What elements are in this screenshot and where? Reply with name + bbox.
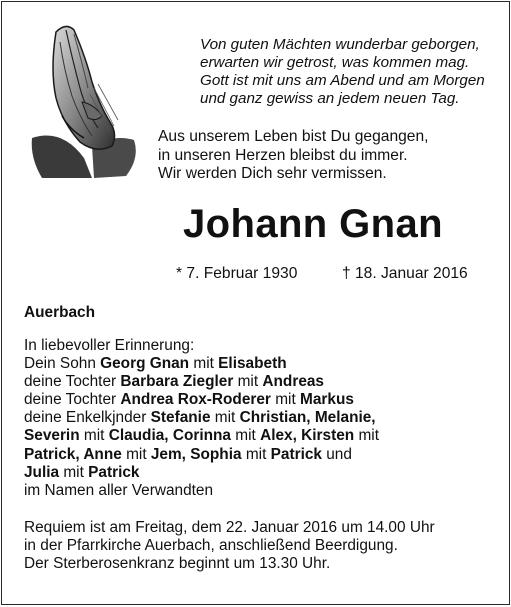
obituary-notice (1, 1, 510, 605)
quote-verse (200, 36, 485, 108)
mourner-text: mit (189, 355, 219, 373)
mourner-text: deine Enkelkjnder (24, 409, 151, 427)
mourner-text: mit (121, 445, 151, 463)
death-date: † 18. Januar 2016 (342, 265, 468, 282)
mourner-text: mit (233, 373, 263, 391)
service-line: in der Pfarrkirche Auerbach, anschließend Beerdigung. (24, 537, 398, 555)
mourner-name: Jem, Sophia (150, 445, 242, 463)
mourner-line (24, 409, 379, 427)
mourner-text: deine Tochter (24, 391, 121, 409)
service-info (24, 519, 435, 573)
service-line: Der Sterberosenkranz beginnt um 13.30 Uhr. (24, 555, 331, 573)
mourner-line (24, 391, 379, 409)
mourner-text: im Namen aller Verwandten (24, 481, 214, 499)
mourner-name: Patrick, Anne (24, 445, 122, 463)
service-line: Requiem ist am Freitag, dem 22. Januar 2016 um 14.00 Uhr (24, 519, 435, 536)
mourner-name: Julia (24, 463, 60, 481)
mourner-line (24, 464, 379, 482)
farewell-verse (158, 128, 428, 184)
mourner-text: mit (270, 391, 301, 409)
mourner-text: mit (79, 427, 109, 445)
quote-line: erwarten wir getrost, was kommen mag. (200, 54, 470, 71)
praying-hands-icon (22, 18, 152, 180)
mourner-text: und (321, 445, 352, 463)
mourner-line (24, 373, 379, 391)
mourner-name: Elisabeth (218, 355, 287, 373)
mourner-name: Barbara Ziegler (120, 373, 234, 391)
mourner-text: Dein Sohn (24, 355, 101, 373)
mourner-text: mit (210, 409, 240, 427)
mourner-text: mit (231, 427, 261, 445)
mourner-line (24, 355, 379, 373)
verse-line: in unseren Herzen bleibst du immer. (158, 146, 408, 164)
mourner-text: In liebevoller Erinnerung: (24, 337, 195, 354)
mourner-line (24, 337, 379, 355)
mourner-text: mit (241, 445, 271, 463)
mourner-text: mit (59, 463, 89, 481)
mourner-name: Stefanie (150, 409, 211, 427)
verse-line: Aus unserem Leben bist Du gegangen, (158, 128, 429, 145)
quote-line: Gott ist mit uns am Abend und am Morgen (200, 72, 485, 89)
mourner-text: deine Tochter (24, 373, 121, 391)
birth-date: * 7. Februar 1930 (176, 265, 298, 282)
mourner-name: Markus (300, 391, 354, 409)
mourner-line (24, 427, 379, 445)
quote-line: Von guten Mächten wunderbar geborgen, (200, 36, 480, 53)
quote-line: und ganz gewiss an jedem neuen Tag. (200, 90, 460, 107)
mourner-name: Andreas (262, 373, 324, 391)
mourner-name: Andrea Rox-Roderer (120, 391, 271, 409)
mourner-name: Alex, Kirsten (260, 427, 355, 445)
mourner-line (24, 482, 379, 500)
mourner-name: Georg Gnan (100, 355, 190, 373)
mourner-name: Patrick (270, 445, 322, 463)
mourner-name: Patrick (88, 463, 140, 481)
mourners-list (24, 337, 379, 500)
mourner-name: Claudia, Corinna (108, 427, 231, 445)
place-name: Auerbach (24, 304, 95, 321)
mourner-line (24, 446, 379, 464)
mourner-name: Severin (24, 427, 80, 445)
deceased-name: Johann Gnan (183, 202, 443, 246)
verse-line: Wir werden Dich sehr vermissen. (158, 165, 387, 182)
mourner-name: Christian, Melanie, (239, 409, 376, 427)
mourner-text: mit (354, 427, 379, 445)
